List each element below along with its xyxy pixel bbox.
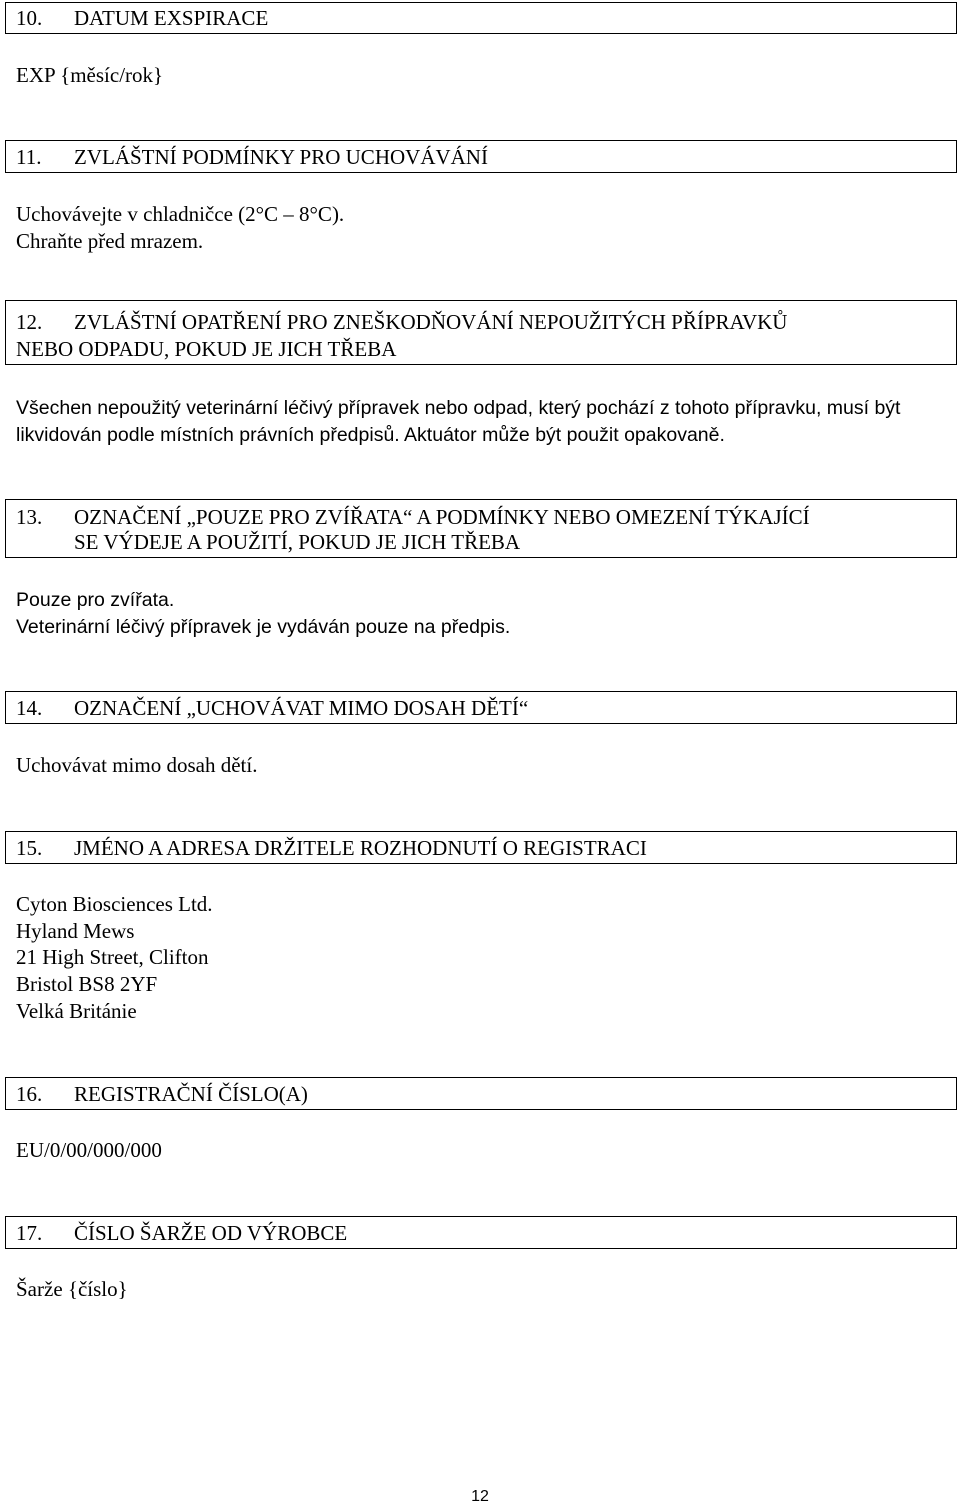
section-title: OZNAČENÍ „UCHOVÁVAT MIMO DOSAH DĚTÍ“	[74, 696, 529, 720]
section-15-text-line: Bristol BS8 2YF	[16, 972, 158, 996]
section-10-text-line: EXP {měsíc/rok}	[16, 63, 164, 87]
section-14-text-line: Uchovávat mimo dosah dětí.	[16, 753, 258, 777]
section-11-text-line: Chraňte před mrazem.	[16, 229, 204, 253]
section-title-line: ZVLÁŠTNÍ OPATŘENÍ PRO ZNEŠKODŇOVÁNÍ NEPOUŽITÝCH PŘÍPRAVKŮ	[74, 310, 788, 334]
section-number: 16.	[16, 1082, 43, 1106]
section-15-text-line: 21 High Street, Clifton	[16, 945, 209, 969]
section-title-line: NEBO ODPADU, POKUD JE JICH TŘEBA	[16, 337, 397, 361]
section-15-text-line: Velká Británie	[16, 999, 137, 1023]
section-title: ZVLÁŠTNÍ PODMÍNKY PRO UCHOVÁVÁNÍ	[74, 145, 488, 169]
section-12-heading	[5, 300, 957, 365]
section-title: DATUM EXSPIRACE	[74, 6, 269, 30]
section-number: 11.	[16, 145, 42, 169]
section-number: 17.	[16, 1221, 43, 1245]
section-number: 13.	[16, 505, 43, 529]
section-15-heading	[5, 831, 957, 864]
section-number: 10.	[16, 6, 43, 30]
section-15-text-line: Hyland Mews	[16, 919, 135, 943]
section-number: 15.	[16, 836, 43, 860]
section-13-heading	[5, 499, 957, 558]
section-17-heading	[5, 1216, 957, 1249]
section-title: ČÍSLO ŠARŽE OD VÝROBCE	[74, 1221, 348, 1245]
section-number: 14.	[16, 696, 43, 720]
section-12-text-line: Všechen nepoužitý veterinární léčivý přípravek nebo odpad, který pochází z tohoto přípravku, musí být	[16, 397, 901, 419]
section-13-text-line: Pouze pro zvířata.	[16, 589, 175, 611]
section-10-heading	[5, 2, 957, 34]
section-11-heading	[5, 140, 957, 173]
section-title-line: OZNAČENÍ „POUZE PRO ZVÍŘATA“ A PODMÍNKY NEBO OMEZENÍ TÝKAJÍCÍ	[74, 505, 810, 529]
section-number: 12.	[16, 310, 43, 334]
section-15-text-line: Cyton Biosciences Ltd.	[16, 892, 213, 916]
section-14-heading	[5, 691, 957, 724]
section-11-text-line: Uchovávejte v chladničce (2°C – 8°C).	[16, 202, 345, 226]
section-title: JMÉNO A ADRESA DRŽITELE ROZHODNUTÍ O REGISTRACI	[74, 836, 647, 860]
section-12-text-line: likvidován podle místních právních předpisů. Aktuátor může být použit opakovaně.	[16, 424, 725, 446]
section-13-text-line: Veterinární léčivý přípravek je vydáván pouze na předpis.	[16, 616, 511, 638]
section-title: REGISTRAČNÍ ČÍSLO(A)	[74, 1082, 308, 1106]
section-title-line: SE VÝDEJE A POUŽITÍ, POKUD JE JICH TŘEBA	[74, 530, 521, 554]
section-17-text-line: Šarže {číslo}	[16, 1277, 128, 1301]
page-number: 12	[471, 1488, 489, 1505]
section-16-heading	[5, 1077, 957, 1110]
section-16-text-line: EU/0/00/000/000	[16, 1138, 162, 1162]
